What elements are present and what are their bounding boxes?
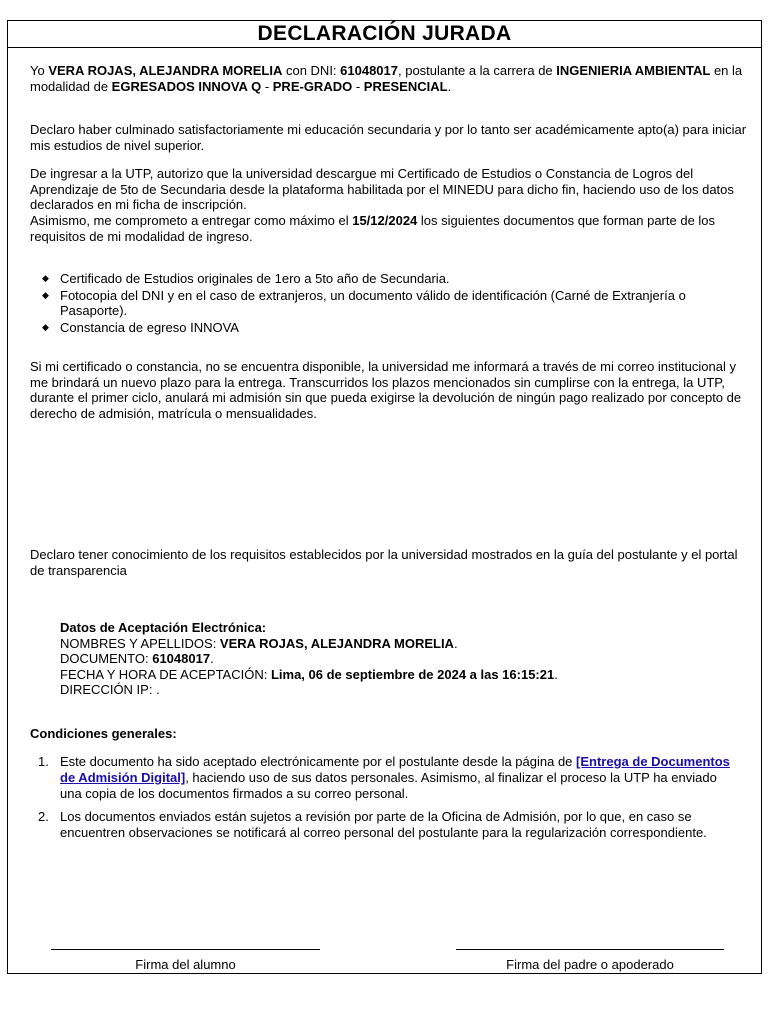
mode-name: PRESENCIAL <box>363 78 448 94</box>
paragraph-authorization: De ingresar a la UTP, autorizo que la universidad descargue mi Certificado de Estudios o Constancia de Logros del Aprendizaje de 5to de Secundaria desde la plataforma habilitada por el MINEDU para dicho fin, haciendo uso de los datos declarados en mi ficha de inscripción. <box>30 166 734 212</box>
acceptance-ip <box>60 682 740 698</box>
condition-text: Este documento ha sido aceptado electrónicamente por el postulante desde la página de <box>60 754 577 769</box>
paragraph-commitment <box>30 213 750 244</box>
field-label: DOCUMENTO: <box>60 651 153 666</box>
admission-documents-link[interactable]: [Entrega de Documentos de Admisión Digital] <box>60 754 730 785</box>
list-item-text: Certificado de Estudios originales de 1ero a 5to año de Secundaria. <box>60 271 450 286</box>
field-value: VERA ROJAS, ALEJANDRA MORELIA <box>219 635 454 651</box>
acceptance-document <box>60 651 740 667</box>
bullet-icon: ◆ <box>42 321 49 332</box>
list-item <box>38 809 738 841</box>
intro-text: . <box>447 78 452 94</box>
separator: - <box>352 78 364 94</box>
parent-signature-line <box>456 949 724 950</box>
student-name: VERA ROJAS, ALEJANDRA MORELIA <box>48 63 283 78</box>
separator: - <box>261 78 273 94</box>
bullet-icon: ◆ <box>42 289 49 300</box>
intro-text: Yo <box>30 63 49 78</box>
level-name: PRE-GRADO <box>272 78 353 94</box>
document-title: DECLARACIÓN JURADA <box>8 21 761 48</box>
intro-paragraph <box>30 63 750 94</box>
field-value: 61048017 <box>152 651 211 666</box>
field-value: . <box>156 682 160 697</box>
list-item <box>41 320 741 336</box>
field-period: . <box>554 666 558 682</box>
intro-text: con DNI: <box>282 63 341 78</box>
intro-text: , postulante a la carrera de <box>398 63 557 78</box>
paragraph-certificate: Si mi certificado o constancia, no se encuentra disponible, la universidad me informará a través de mi correo institucional y me brindará un nuevo plazo para la entrega. Transcurridos los plazos mencionados sin cumplirse con la entrega, la UTP, durante el primer ciclo, anulará mi admisión sin que pueda exigirse la devolución de ningún pago realizado por concepto de derecho de admisión, matrícula o mensualidades. <box>30 359 742 421</box>
list-number: 1. <box>38 754 49 769</box>
list-item-text: Fotocopia del DNI y en el caso de extranjeros, un documento válido de identificación (Carné de Extranjería o Pasaporte). <box>60 287 686 318</box>
paragraph-knowledge: Declaro tener conocimiento de los requisitos establecidos por la universidad mostrados en la guía del postulante y el portal de transparencia <box>30 547 738 578</box>
field-period: . <box>210 651 214 666</box>
conditions-heading <box>30 726 750 742</box>
intro-text: en la modalidad de <box>30 63 743 94</box>
acceptance-block <box>60 620 740 698</box>
acceptance-heading: Datos de Aceptación Electrónica: <box>60 620 267 635</box>
conditions-heading-text: Condiciones generales: <box>30 726 177 741</box>
student-signature-label: Firma del alumno <box>135 957 236 972</box>
modality-name: EGRESADOS INNOVA Q <box>111 78 262 94</box>
list-item <box>41 288 741 319</box>
conditions-list <box>38 754 738 841</box>
field-label: FECHA Y HORA DE ACEPTACIÓN: <box>60 666 271 682</box>
commitment-text: los siguientes documentos que forman parte de los requisitos de mi modalidad de ingreso. <box>30 213 716 244</box>
condition-text: Los documentos enviados están sujetos a revisión por parte de la Oficina de Admisión, por lo que, en caso se encuentren observaciones se notificará al correo personal del postulante para la regularización correspondiente. <box>60 809 707 840</box>
list-number: 2. <box>38 809 49 824</box>
list-item-text: Constancia de egreso INNOVA <box>60 319 239 335</box>
student-dni: 61048017 <box>340 63 398 78</box>
field-label: NOMBRES Y APELLIDOS: <box>60 635 220 651</box>
field-value: Lima, 06 de septiembre de 2024 a las 16:15:21 <box>270 666 555 682</box>
student-signature-line <box>51 949 320 950</box>
deadline-date: 15/12/2024 <box>352 213 418 228</box>
requirements-list <box>41 271 741 336</box>
career-name: INGENIERIA AMBIENTAL <box>556 63 711 78</box>
parent-signature-label: Firma del padre o apoderado <box>506 957 674 972</box>
list-item <box>38 754 738 802</box>
document-frame <box>7 20 762 974</box>
condition-text: , haciendo uso de sus datos personales. Asimismo, al finalizar el proceso la UTP ha enviado una copia de los documentos firmados a su correo personal. <box>60 770 717 801</box>
bullet-icon: ◆ <box>42 273 49 283</box>
acceptance-names <box>60 636 740 652</box>
commitment-text: Asimismo, me comprometo a entregar como máximo el <box>30 213 353 228</box>
field-label: DIRECCIÓN IP: <box>60 682 157 697</box>
paragraph-education: Declaro haber culminado satisfactoriamente mi educación secundaria y por lo tanto ser académicamente apto(a) para iniciar mis estudios de nivel superior. <box>30 122 747 153</box>
field-period: . <box>453 635 458 651</box>
list-item <box>41 271 741 287</box>
acceptance-date <box>60 667 740 683</box>
